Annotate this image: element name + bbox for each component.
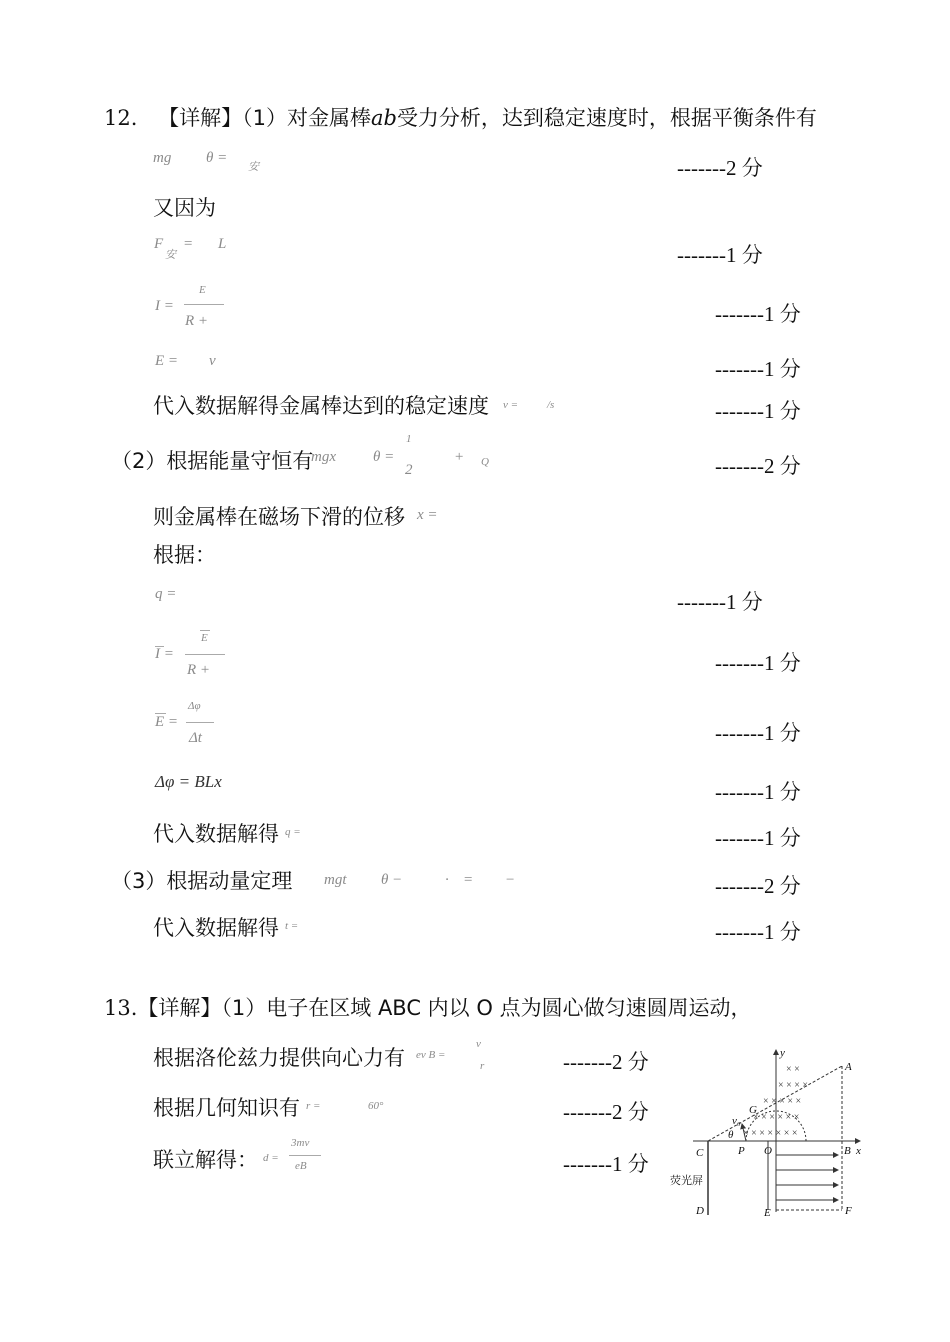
formula-eq3: =: [463, 872, 474, 888]
formula-d: d =: [263, 1152, 279, 1164]
genju-text: 根据：: [153, 543, 216, 567]
formula-Ibar-num-overline: [200, 630, 210, 631]
part3-text: （3）根据动量定理: [111, 869, 293, 893]
formula-F-sub: 安: [165, 249, 176, 261]
label-y: y: [780, 1047, 785, 1059]
q13-score-2: -------2 分: [563, 1100, 649, 1124]
label-O: O: [764, 1145, 772, 1157]
formula-x: x =: [417, 507, 438, 523]
score-line-4: -------1 分: [715, 357, 801, 381]
formula-E-v: v: [209, 353, 216, 369]
formula-v-unit: /s: [547, 399, 555, 411]
label-E: E: [764, 1207, 771, 1219]
formula-half-num: 1: [406, 433, 412, 445]
svg-text:× ×: × ×: [786, 1064, 800, 1075]
formula-theta2: θ =: [373, 449, 395, 465]
formula-F: F: [154, 236, 164, 252]
label-theta: θ: [728, 1129, 734, 1141]
formula-Ibar-bar: [185, 654, 225, 655]
formula-d-bar: [289, 1155, 321, 1156]
score-line-3: -------1 分: [715, 302, 801, 326]
q12-heading-a: （1）对金属棒: [242, 106, 371, 130]
q13-line2: 根据几何知识有: [153, 1096, 300, 1120]
formula-theta3: θ −: [381, 872, 403, 888]
formula-mgx: mgx: [311, 449, 336, 465]
svg-text:× × × ×: × × × ×: [778, 1080, 809, 1091]
score-line-12: -------2 分: [715, 874, 801, 898]
formula-Ebar-den: Δt: [189, 730, 202, 746]
q12-heading: [104, 106, 817, 130]
formula-evB-num: v: [476, 1038, 481, 1050]
formula-Ibar: I =: [155, 646, 174, 662]
q12-heading-b: 受力分析，达到稳定速度时，根据平衡条件有: [396, 106, 817, 130]
svg-text:× × × × × ×: × × × × × ×: [753, 1112, 800, 1123]
formula-q: q =: [155, 586, 177, 602]
formula-d-den: eB: [295, 1160, 307, 1172]
formula-Ibar-den: R +: [187, 662, 211, 678]
score-line-7: -------1 分: [677, 590, 763, 614]
formula-minus3: −: [505, 872, 516, 888]
formula-q2: q =: [285, 826, 301, 838]
formula-I-den: R +: [185, 313, 209, 329]
score-line-10: -------1 分: [715, 780, 801, 804]
formula-Ebar-bar: [186, 722, 214, 723]
formula-E: E =: [155, 353, 179, 369]
formula-r: r =: [306, 1100, 321, 1112]
formula-plus: +: [454, 449, 465, 465]
score-line-11: -------1 分: [715, 826, 801, 850]
formula-Ebar: E =: [155, 714, 179, 730]
q13-line1: 根据洛伦兹力提供向心力有: [153, 1046, 405, 1070]
formula-dot: ·: [445, 872, 449, 888]
label-B: B: [844, 1145, 851, 1157]
formula-t: t =: [285, 920, 299, 932]
formula-v: v =: [503, 399, 519, 411]
label-screen: 荧光屏: [670, 1174, 703, 1187]
q12-number: 12.: [104, 106, 138, 130]
weiyi-text: 则金属棒在磁场下滑的位移: [153, 505, 405, 529]
score-line-9: -------1 分: [715, 721, 801, 745]
q13-line3: 联立解得：: [153, 1148, 258, 1172]
svg-text:× × × × ×: × × × × ×: [763, 1096, 802, 1107]
formula-I-num: E: [199, 284, 206, 296]
svg-text:× × × × × × ×: × × × × × × ×: [743, 1128, 798, 1139]
q13-heading-text: （1）电子在区域 ABC 内以 O 点为圆心做匀速圆周运动，: [221, 996, 752, 1020]
q12-heading-ab: ab: [370, 106, 397, 130]
label-F: F: [845, 1205, 852, 1217]
formula-d-num: 3mv: [291, 1137, 310, 1149]
formula-F-L: L: [218, 236, 227, 252]
formula-mg: mg: [153, 150, 172, 166]
formula-r-tail: 60°: [368, 1100, 384, 1112]
formula-F-eq: =: [183, 236, 194, 252]
score-line-8: -------1 分: [715, 651, 801, 675]
score-line-6: -------2 分: [715, 454, 801, 478]
score-line-5: -------1 分: [715, 399, 801, 423]
q12-tag: 【详解】: [158, 106, 243, 130]
formula-half-den: 2: [405, 462, 413, 478]
formula-an: 安: [248, 161, 259, 173]
daiRu-velocity: 代入数据解得金属棒达到的稳定速度: [153, 394, 489, 418]
formula-I: I =: [155, 298, 174, 314]
label-C: C: [696, 1147, 704, 1159]
score-line-2: -------1 分: [677, 243, 763, 267]
label-x: x: [856, 1145, 861, 1157]
formula-mgt: mgt: [324, 872, 347, 888]
label-A: A: [845, 1061, 852, 1073]
formula-I-bar: [184, 304, 224, 305]
daiRu-charge: 代入数据解得: [153, 822, 279, 846]
daiRu-time: 代入数据解得: [153, 916, 279, 940]
q13-number: 13.: [104, 996, 138, 1020]
label-D: D: [696, 1205, 704, 1217]
formula-Ibar-num: E: [201, 632, 208, 644]
label-G: G: [749, 1104, 757, 1116]
formula-evB-den: r: [480, 1060, 485, 1072]
q13-tag: 【详解】: [137, 996, 222, 1020]
q13-score-1: -------2 分: [563, 1050, 649, 1074]
label-v0: v₀: [732, 1115, 741, 1127]
formula-evB: ev B =: [416, 1049, 446, 1061]
q13-score-3: -------1 分: [563, 1152, 649, 1176]
formula-dphi: Δφ = BLx: [155, 772, 222, 791]
part2-text: （2）根据能量守恒有: [111, 449, 314, 473]
score-line-13: -------1 分: [715, 920, 801, 944]
formula-Ebar-num: Δφ: [188, 700, 201, 712]
formula-theta: θ =: [206, 150, 228, 166]
formula-Q: Q: [481, 456, 489, 468]
youyin-text: 又因为: [153, 196, 216, 220]
score-line-1: -------2 分: [677, 156, 763, 180]
label-P: P: [738, 1145, 745, 1157]
q13-heading: [104, 996, 752, 1020]
physics-diagram: [668, 1040, 868, 1220]
